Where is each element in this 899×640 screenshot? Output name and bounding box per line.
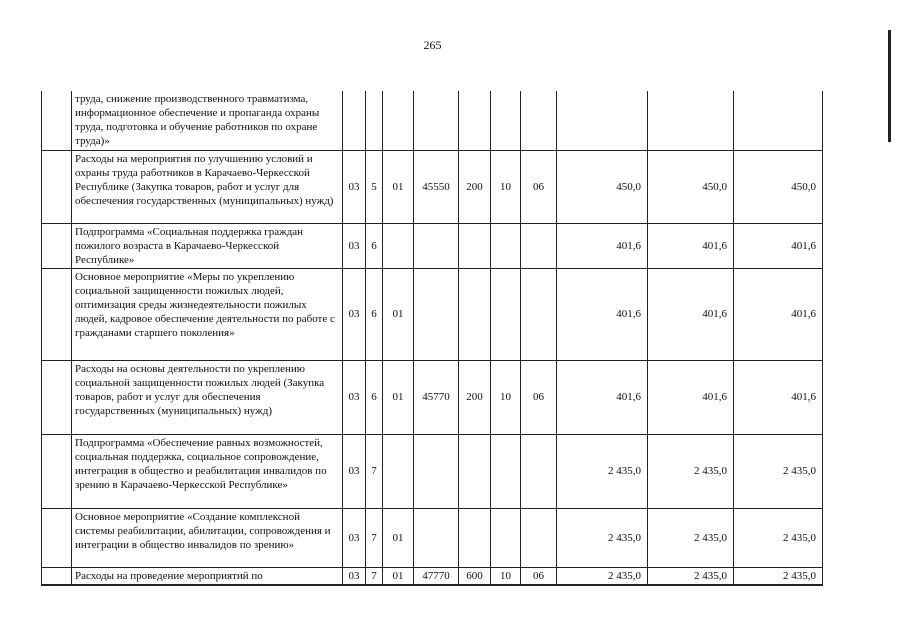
amount-cell-3: 2 435,0: [734, 508, 823, 567]
number-cell: [42, 91, 72, 150]
code-cell-1: 03: [343, 150, 366, 223]
table-row: [42, 360, 823, 434]
code-cell-2: 6: [366, 360, 383, 434]
number-cell: [42, 567, 72, 585]
item-name-cell: труда, снижение производственного травматизма, информационное обеспечение и пропаганда охраны труда, подготовка и обучение работников по охране труда)»: [72, 91, 343, 150]
code-cell-5: [459, 91, 491, 150]
code-cell-7: [521, 223, 557, 268]
code-cell-7: 06: [521, 360, 557, 434]
amount-cell-2: 2 435,0: [648, 567, 734, 585]
code-cell-3: 01: [383, 150, 414, 223]
table-row: [42, 508, 823, 567]
code-cell-1: 03: [343, 434, 366, 508]
code-cell-2: 6: [366, 268, 383, 360]
code-cell-7: [521, 434, 557, 508]
code-cell-3: 01: [383, 360, 414, 434]
table-row: [42, 150, 823, 223]
page-number: 265: [423, 38, 442, 52]
code-cell-7: [521, 91, 557, 150]
scan-edge-mark: [888, 30, 891, 142]
amount-cell-1: 2 435,0: [557, 567, 648, 585]
code-cell-3: 01: [383, 268, 414, 360]
amount-cell-1: 2 435,0: [557, 508, 648, 567]
code-cell-6: 10: [491, 150, 521, 223]
code-cell-7: [521, 268, 557, 360]
table-row: [42, 91, 823, 150]
number-cell: [42, 268, 72, 360]
amount-cell-3: [734, 91, 823, 150]
code-cell-3: [383, 91, 414, 150]
code-cell-6: [491, 434, 521, 508]
budget-table: [41, 91, 823, 586]
code-cell-5: [459, 508, 491, 567]
amount-cell-1: 450,0: [557, 150, 648, 223]
code-cell-2: 6: [366, 223, 383, 268]
code-cell-4: 45550: [414, 150, 459, 223]
number-cell: [42, 223, 72, 268]
code-cell-4: 45770: [414, 360, 459, 434]
code-cell-1: [343, 91, 366, 150]
code-cell-5: [459, 268, 491, 360]
number-cell: [42, 508, 72, 567]
table-row: [42, 434, 823, 508]
code-cell-5: [459, 434, 491, 508]
amount-cell-1: [557, 91, 648, 150]
code-cell-3: [383, 434, 414, 508]
code-cell-1: 03: [343, 268, 366, 360]
code-cell-5: 200: [459, 360, 491, 434]
code-cell-3: 01: [383, 567, 414, 585]
code-cell-4: [414, 223, 459, 268]
code-cell-4: [414, 268, 459, 360]
table-row: [42, 268, 823, 360]
amount-cell-2: 401,6: [648, 268, 734, 360]
amount-cell-1: 401,6: [557, 268, 648, 360]
code-cell-6: [491, 223, 521, 268]
code-cell-5: 600: [459, 567, 491, 585]
code-cell-3: [383, 223, 414, 268]
code-cell-2: 7: [366, 434, 383, 508]
item-name-cell: Расходы на проведение мероприятий по: [72, 567, 343, 585]
code-cell-7: 06: [521, 567, 557, 585]
amount-cell-1: 401,6: [557, 360, 648, 434]
item-name-cell: Расходы на мероприятия по улучшению условий и охраны труда работников в Карачаево-Черкесской Республике (Закупка товаров, работ и услуг для обеспечения государственных (муниципальных) нужд): [72, 150, 343, 223]
item-name-cell: Расходы на основы деятельности по укреплению социальной защищенности пожилых людей (Закупка товаров, работ и услуг для обеспечения государственных (муниципальных) нужд): [72, 360, 343, 434]
number-cell: [42, 150, 72, 223]
amount-cell-3: 2 435,0: [734, 434, 823, 508]
amount-cell-3: 401,6: [734, 223, 823, 268]
code-cell-1: 03: [343, 508, 366, 567]
code-cell-7: [521, 508, 557, 567]
amount-cell-2: [648, 91, 734, 150]
code-cell-2: 7: [366, 508, 383, 567]
code-cell-2: 5: [366, 150, 383, 223]
amount-cell-2: 450,0: [648, 150, 734, 223]
item-name-cell: Основное мероприятие «Меры по укреплению социальной защищенности пожилых людей, оптимизация среды жизнедеятельности пожилых людей, кадровое обеспечение деятельности по работе с гражданами старшего поколения»: [72, 268, 343, 360]
number-cell: [42, 434, 72, 508]
code-cell-1: 03: [343, 567, 366, 585]
amount-cell-2: 401,6: [648, 360, 734, 434]
item-name-cell: Основное мероприятие «Создание комплексной системы реабилитации, абилитации, сопровождения и интеграции в общество инвалидов по зрению»: [72, 508, 343, 567]
code-cell-6: [491, 91, 521, 150]
code-cell-5: 200: [459, 150, 491, 223]
amount-cell-2: 401,6: [648, 223, 734, 268]
number-cell: [42, 360, 72, 434]
amount-cell-1: 401,6: [557, 223, 648, 268]
code-cell-5: [459, 223, 491, 268]
amount-cell-3: 450,0: [734, 150, 823, 223]
table-row: [42, 223, 823, 268]
item-name-cell: Подпрограмма «Социальная поддержка граждан пожилого возраста в Карачаево-Черкесской Республике»: [72, 223, 343, 268]
code-cell-1: 03: [343, 223, 366, 268]
table-body: [42, 91, 823, 585]
code-cell-1: 03: [343, 360, 366, 434]
code-cell-6: [491, 508, 521, 567]
code-cell-4: [414, 508, 459, 567]
code-cell-4: [414, 91, 459, 150]
code-cell-2: 7: [366, 567, 383, 585]
code-cell-7: 06: [521, 150, 557, 223]
table-row: [42, 567, 823, 585]
amount-cell-3: 401,6: [734, 360, 823, 434]
item-name-cell: Подпрограмма «Обеспечение равных возможностей, социальная поддержка, социальное сопровождение, интеграция в общество и реабилитация инвалидов по зрению в Карачаево-Черкесской Республике»: [72, 434, 343, 508]
code-cell-6: [491, 268, 521, 360]
amount-cell-1: 2 435,0: [557, 434, 648, 508]
code-cell-4: 47770: [414, 567, 459, 585]
code-cell-2: [366, 91, 383, 150]
code-cell-6: 10: [491, 360, 521, 434]
code-cell-4: [414, 434, 459, 508]
code-cell-3: 01: [383, 508, 414, 567]
amount-cell-2: 2 435,0: [648, 434, 734, 508]
amount-cell-3: 2 435,0: [734, 567, 823, 585]
amount-cell-3: 401,6: [734, 268, 823, 360]
amount-cell-2: 2 435,0: [648, 508, 734, 567]
code-cell-6: 10: [491, 567, 521, 585]
